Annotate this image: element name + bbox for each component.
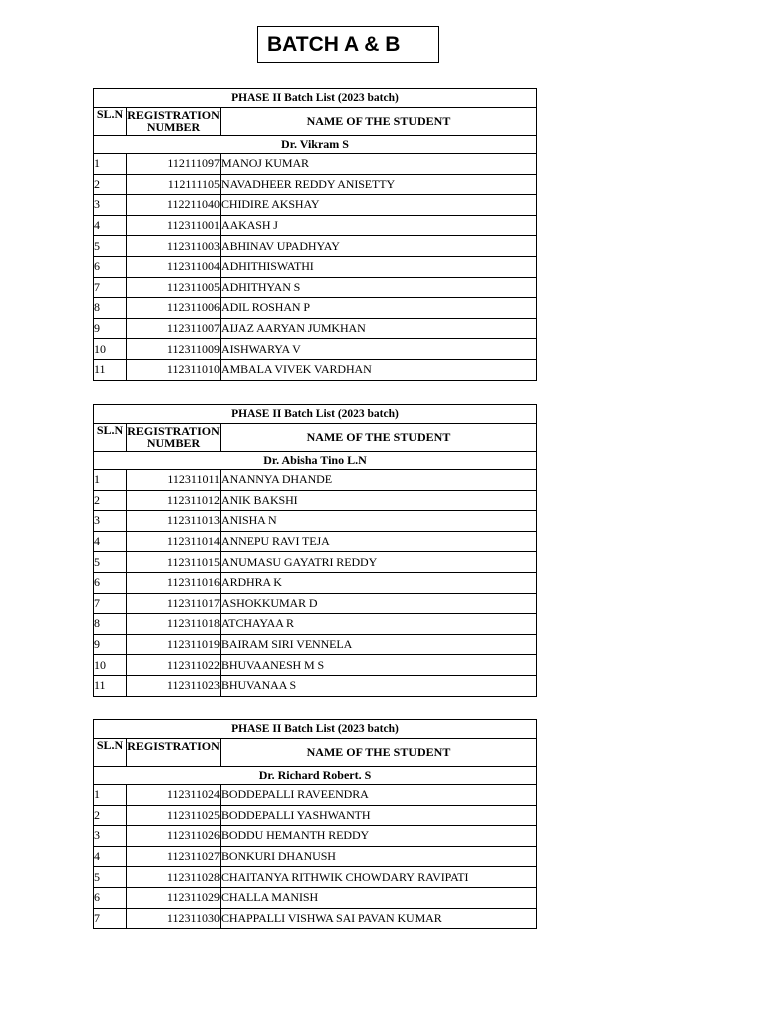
student-name: BONKURI DHANUSH — [221, 846, 537, 867]
table-row — [94, 593, 537, 614]
student-name: AMBALA VIVEK VARDHAN — [221, 359, 537, 380]
faculty-name: Dr. Abisha Tino L.N — [94, 452, 537, 470]
student-name: NAVADHEER REDDY ANISETTY — [221, 174, 537, 195]
student-name-header: NAME OF THE STUDENT — [221, 424, 537, 452]
serial-number: 5 — [94, 236, 127, 257]
serial-number: 3 — [94, 195, 127, 216]
table-row — [94, 552, 537, 573]
student-name: BHUVAANESH M S — [221, 655, 537, 676]
table-row — [94, 236, 537, 257]
registration-header — [127, 424, 221, 452]
registration-number: 112311012 — [127, 490, 221, 511]
table-row — [94, 511, 537, 532]
student-name: MANOJ KUMAR — [221, 154, 537, 175]
registration-number: 112311016 — [127, 572, 221, 593]
registration-number: 112311003 — [127, 236, 221, 257]
registration-number: 112311018 — [127, 614, 221, 635]
registration-number: 112311014 — [127, 531, 221, 552]
serial-number: 1 — [94, 470, 127, 491]
serial-number: 4 — [94, 846, 127, 867]
page-title — [257, 26, 439, 63]
serial-number: 8 — [94, 298, 127, 319]
table-row — [94, 531, 537, 552]
registration-number: 112311009 — [127, 339, 221, 360]
registration-number: 112311005 — [127, 277, 221, 298]
serial-number: 3 — [94, 511, 127, 532]
student-name: ADIL ROSHAN P — [221, 298, 537, 319]
serial-number: 2 — [94, 174, 127, 195]
student-name: BODDEPALLI YASHWANTH — [221, 805, 537, 826]
table-row — [94, 908, 537, 929]
registration-number: 112311024 — [127, 785, 221, 806]
batch-table — [93, 719, 537, 929]
faculty-name: Dr. Vikram S — [94, 136, 537, 154]
table-row — [94, 256, 537, 277]
serial-number: 11 — [94, 675, 127, 696]
registration-number: 112311006 — [127, 298, 221, 319]
serial-number: 10 — [94, 655, 127, 676]
table-row — [94, 572, 537, 593]
student-name: ADHITHYAN S — [221, 277, 537, 298]
phase-title: PHASE II Batch List (2023 batch) — [94, 720, 537, 739]
student-name: BODDU HEMANTH REDDY — [221, 826, 537, 847]
student-name: CHAITANYA RITHWIK CHOWDARY RAVIPATI — [221, 867, 537, 888]
registration-number: 112311011 — [127, 470, 221, 491]
registration-header — [127, 739, 221, 767]
registration-number: 112311010 — [127, 359, 221, 380]
student-name: CHAPPALLI VISHWA SAI PAVAN KUMAR — [221, 908, 537, 929]
table-row — [94, 785, 537, 806]
table-row — [94, 154, 537, 175]
table-row — [94, 634, 537, 655]
batch-table — [93, 88, 537, 381]
serial-number: 1 — [94, 154, 127, 175]
student-name: ARDHRA K — [221, 572, 537, 593]
registration-number: 112311030 — [127, 908, 221, 929]
table-row — [94, 655, 537, 676]
serial-number: 1 — [94, 785, 127, 806]
table-row — [94, 805, 537, 826]
table-row — [94, 887, 537, 908]
registration-number: 112311015 — [127, 552, 221, 573]
serial-number: 5 — [94, 552, 127, 573]
serial-number: 4 — [94, 531, 127, 552]
student-name: ABHINAV UPADHYAY — [221, 236, 537, 257]
registration-number: 112211040 — [127, 195, 221, 216]
registration-number: 112311019 — [127, 634, 221, 655]
registration-header-line1: REGISTRATION — [127, 424, 220, 438]
serial-number: 2 — [94, 490, 127, 511]
table-row — [94, 174, 537, 195]
student-name-header: NAME OF THE STUDENT — [221, 108, 537, 136]
registration-number: 112311001 — [127, 215, 221, 236]
registration-number: 112311028 — [127, 867, 221, 888]
student-name: BODDEPALLI RAVEENDRA — [221, 785, 537, 806]
serial-number: 6 — [94, 572, 127, 593]
serial-number: 10 — [94, 339, 127, 360]
serial-number: 7 — [94, 908, 127, 929]
student-name: ANANNYA DHANDE — [221, 470, 537, 491]
table-row — [94, 614, 537, 635]
registration-number: 112311029 — [127, 887, 221, 908]
student-name-header: NAME OF THE STUDENT — [221, 739, 537, 767]
serial-number: 9 — [94, 318, 127, 339]
table-row — [94, 339, 537, 360]
serial-number: 6 — [94, 887, 127, 908]
student-name: AISHWARYA V — [221, 339, 537, 360]
table-row — [94, 215, 537, 236]
registration-header — [127, 108, 221, 136]
serial-number: 4 — [94, 215, 127, 236]
serial-number: 8 — [94, 614, 127, 635]
registration-number: 112311022 — [127, 655, 221, 676]
registration-number: 112111105 — [127, 174, 221, 195]
serial-number: 5 — [94, 867, 127, 888]
registration-number: 112311007 — [127, 318, 221, 339]
student-name: BAIRAM SIRI VENNELA — [221, 634, 537, 655]
registration-number: 112311013 — [127, 511, 221, 532]
page-title-text: BATCH A & B — [267, 32, 401, 56]
phase-title: PHASE II Batch List (2023 batch) — [94, 89, 537, 108]
student-name: ANIK BAKSHI — [221, 490, 537, 511]
phase-title: PHASE II Batch List (2023 batch) — [94, 405, 537, 424]
student-name: CHIDIRE AKSHAY — [221, 195, 537, 216]
table-row — [94, 846, 537, 867]
student-name: ANNEPU RAVI TEJA — [221, 531, 537, 552]
serial-number: 3 — [94, 826, 127, 847]
serial-number: 7 — [94, 593, 127, 614]
table-row — [94, 277, 537, 298]
table-row — [94, 490, 537, 511]
table-row — [94, 675, 537, 696]
student-name: AAKASH J — [221, 215, 537, 236]
batch-table — [93, 404, 537, 697]
faculty-name: Dr. Richard Robert. S — [94, 767, 537, 785]
table-row — [94, 867, 537, 888]
serial-number: 11 — [94, 359, 127, 380]
serial-number: 2 — [94, 805, 127, 826]
serial-number: 6 — [94, 256, 127, 277]
registration-number: 112311004 — [127, 256, 221, 277]
registration-number: 112311023 — [127, 675, 221, 696]
student-name: ADHITHISWATHI — [221, 256, 537, 277]
registration-header-line1: REGISTRATION — [127, 108, 220, 122]
registration-number: 112311027 — [127, 846, 221, 867]
table-row — [94, 470, 537, 491]
registration-number: 112311025 — [127, 805, 221, 826]
sl-header: SL.N — [94, 739, 127, 767]
registration-number: 112311017 — [127, 593, 221, 614]
table-row — [94, 359, 537, 380]
student-name: AIJAZ AARYAN JUMKHAN — [221, 318, 537, 339]
student-name: BHUVANAA S — [221, 675, 537, 696]
student-name: ATCHAYAA R — [221, 614, 537, 635]
student-name: CHALLA MANISH — [221, 887, 537, 908]
table-row — [94, 195, 537, 216]
registration-number: 112111097 — [127, 154, 221, 175]
registration-header-line2: NUMBER — [146, 120, 201, 134]
sl-header: SL.N — [94, 424, 127, 452]
table-row — [94, 298, 537, 319]
registration-header-line2: NUMBER — [146, 436, 201, 450]
serial-number: 7 — [94, 277, 127, 298]
student-name: ASHOKKUMAR D — [221, 593, 537, 614]
registration-header-line1: REGISTRATION — [127, 739, 220, 753]
serial-number: 9 — [94, 634, 127, 655]
table-row — [94, 318, 537, 339]
student-name: ANUMASU GAYATRI REDDY — [221, 552, 537, 573]
table-row — [94, 826, 537, 847]
student-name: ANISHA N — [221, 511, 537, 532]
registration-number: 112311026 — [127, 826, 221, 847]
sl-header: SL.N — [94, 108, 127, 136]
